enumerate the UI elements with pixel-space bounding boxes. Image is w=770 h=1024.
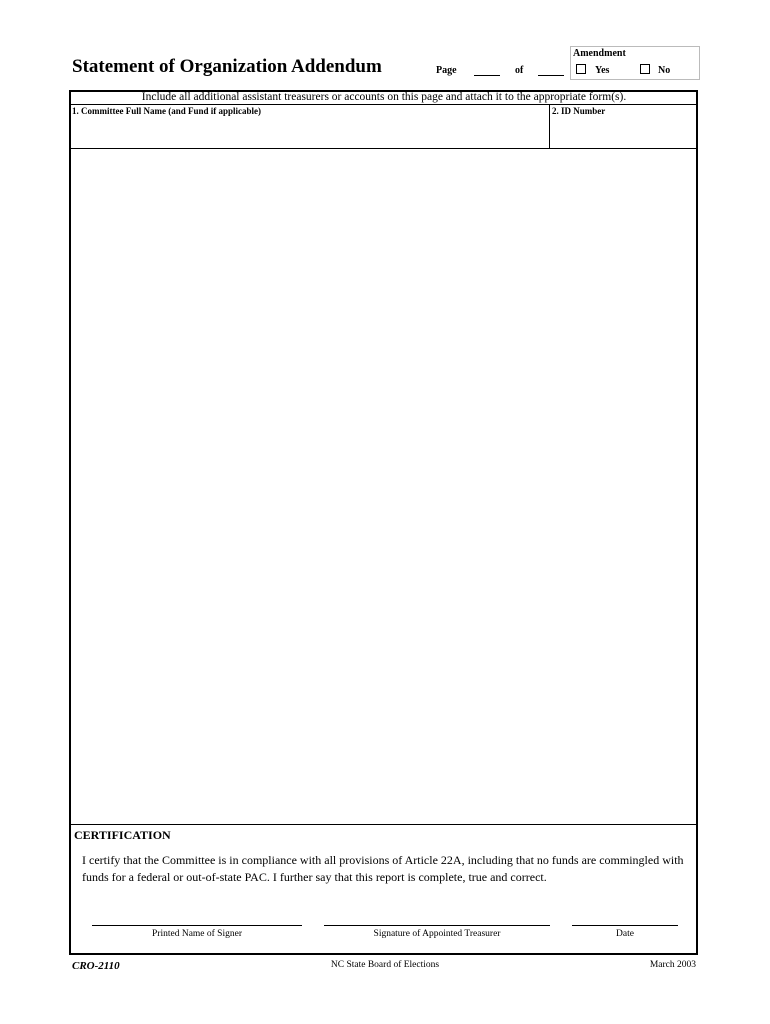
amendment-no-label: No — [658, 65, 671, 76]
amendment-label: Amendment — [573, 48, 626, 59]
signature-label: Signature of Appointed Treasurer — [373, 929, 501, 939]
form-id: CRO-2110 — [72, 960, 120, 972]
certification-title: CERTIFICATION — [74, 828, 171, 842]
revision-date: March 2003 — [649, 960, 696, 970]
date-field[interactable] — [572, 925, 678, 926]
divider — [70, 824, 698, 825]
page-label: Page — [436, 65, 457, 76]
amendment-yes-label: Yes — [595, 65, 610, 76]
amendment-no-checkbox[interactable] — [640, 64, 650, 74]
id-number-field[interactable] — [552, 118, 696, 146]
form-title: Statement of Organization Addendum — [72, 56, 382, 77]
page-total-field[interactable] — [538, 75, 564, 76]
id-number-label: 2. ID Number — [552, 106, 606, 116]
divider — [549, 104, 550, 148]
page-number-field[interactable] — [474, 75, 500, 76]
printed-name-label: Printed Name of Signer — [152, 929, 242, 939]
amendment-yes-checkbox[interactable] — [576, 64, 586, 74]
signature-field[interactable] — [324, 925, 550, 926]
committee-name-label: 1. Committee Full Name (and Fund if applicable) — [72, 106, 261, 116]
committee-name-field[interactable] — [72, 118, 546, 146]
instruction-text: Include all additional assistant treasurers or accounts on this page and attach it to the appropriate form(s). — [141, 91, 627, 103]
divider — [70, 104, 698, 105]
printed-name-field[interactable] — [92, 925, 302, 926]
certification-text: I certify that the Committee is in compliance with all provisions of Article 22A, including that no funds are commingled with funds for a federal or out-of-state PAC. I further say that this report is complete, true and correct. — [82, 853, 684, 884]
agency-name: NC State Board of Elections — [330, 960, 440, 970]
date-label: Date — [616, 929, 634, 939]
divider — [70, 148, 698, 149]
of-label: of — [515, 65, 524, 76]
form-frame — [69, 90, 698, 955]
